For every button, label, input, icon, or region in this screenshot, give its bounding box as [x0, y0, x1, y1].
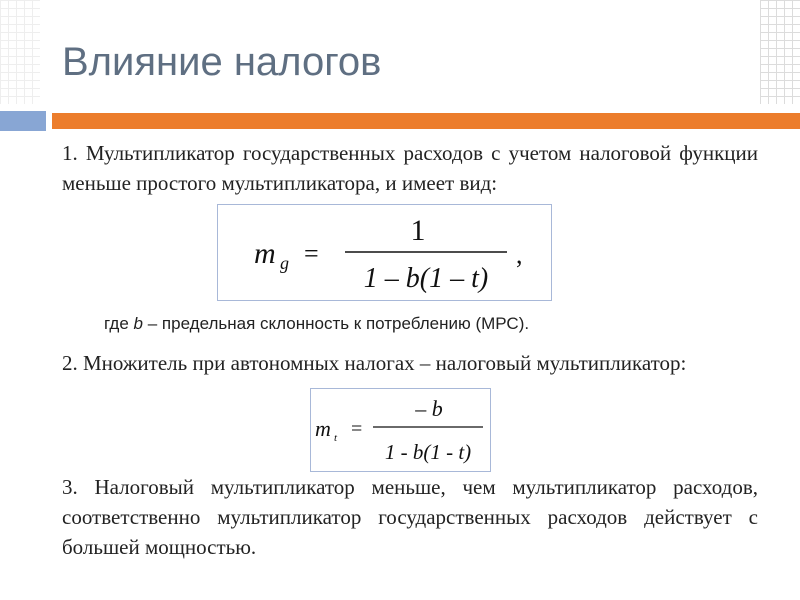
formula-government-spending-multiplier [217, 204, 552, 301]
paragraph-1: 1. Мультипликатор государственных расходов с учетом налоговой функции меньше простого мультипликатора, и имеет вид: [62, 141, 758, 195]
formula2-denominator: 1 - b(1 - t) [384, 440, 472, 464]
formula-note [104, 314, 529, 334]
formula2-numerator: – b [415, 396, 443, 421]
accent-bar-orange [52, 113, 800, 129]
formula1-equals: = [304, 239, 319, 268]
accent-bar-blue [0, 111, 46, 131]
grid-decoration-right [760, 0, 800, 104]
formula1-lhs-var: m [254, 237, 276, 270]
note-var: b [133, 314, 144, 333]
formula2-lhs-var: m [315, 416, 331, 441]
formula-tax-multiplier [310, 388, 491, 472]
paragraph-3: 3. Налоговый мультипликатор меньше, чем мультипликатор расходов, соответственно мультипликатор государственных расходов действует с большей мощностью. [62, 475, 758, 559]
formula2-equals: = [351, 418, 363, 440]
formula2-lhs-sub: t [334, 432, 338, 444]
formula1-denominator: 1 – b(1 – t) [363, 263, 489, 294]
formula1-comma: , [516, 240, 523, 269]
formula1-lhs-sub: g [280, 253, 289, 273]
slide-title: Влияние налогов [62, 40, 382, 84]
grid-decoration-left [0, 0, 40, 104]
note-prefix: где [104, 314, 134, 333]
paragraph-2: 2. Множитель при автономных налогах – налоговый мультипликатор: [62, 351, 687, 375]
formula1-numerator: 1 [410, 214, 426, 247]
note-rest: – предельная склонность к потреблению (МРС). [143, 314, 530, 333]
